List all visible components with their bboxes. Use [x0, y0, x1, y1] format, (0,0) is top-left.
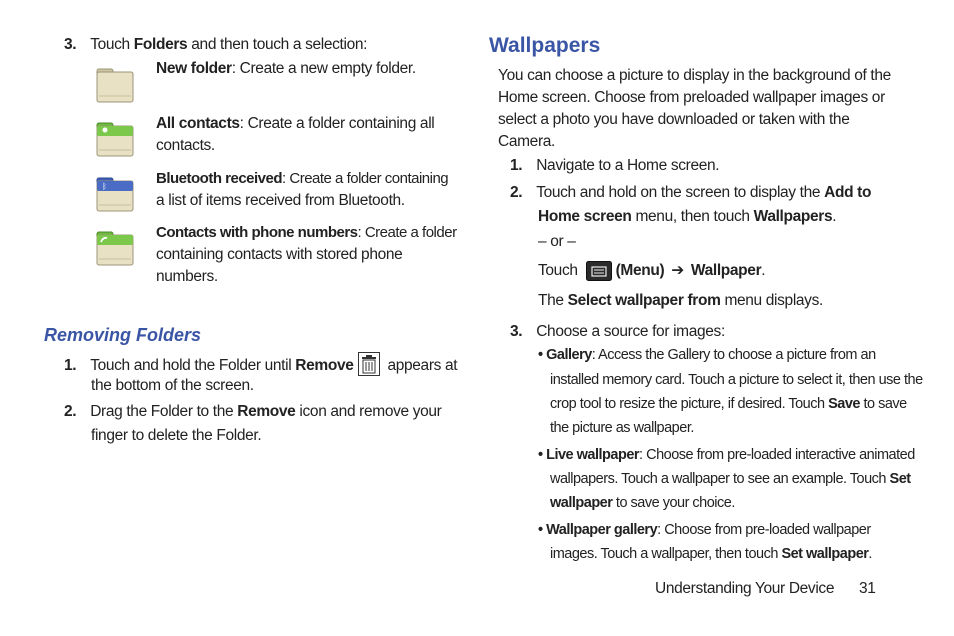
- bullet-live-wallpaper-line3: wallpaper to save your choice.: [550, 495, 735, 511]
- bluetooth-folder-icon: [96, 175, 134, 213]
- wall-step-1: 1. Navigate to a Home screen.: [510, 157, 720, 174]
- left-step-3: 3. Touch Folders and then touch a selection:: [64, 36, 368, 53]
- intro-line-2: Home screen. Choose from preloaded wallpaper images or: [498, 89, 885, 106]
- bullet-gallery-line2: installed memory card. Touch a picture to select it, then use the: [550, 372, 923, 388]
- option-all-contacts: All contacts: Create a folder containing all: [156, 115, 435, 132]
- wall-step-2-line2: Home screen menu, then touch Wallpapers.: [538, 208, 837, 225]
- option-all-contacts-line2: contacts.: [156, 137, 215, 154]
- bullet-wallpaper-gallery-line2: images. Touch a wallpaper, then touch Set wallpaper.: [550, 546, 872, 562]
- bullet-gallery-line3: crop tool to resize the picture, if desired. Touch Save to save: [550, 396, 907, 412]
- arrow-icon: ➔: [671, 262, 684, 279]
- removing-step-2-line2: finger to delete the Folder.: [91, 427, 262, 444]
- contacts-folder-icon: [96, 120, 134, 158]
- page-number: 31: [859, 580, 876, 597]
- option-contacts-phone-line3: numbers.: [156, 268, 218, 285]
- removing-step-1-line2: the bottom of the screen.: [91, 377, 254, 394]
- removing-folders-heading: Removing Folders: [44, 325, 202, 345]
- bullet-dot: •: [538, 347, 543, 363]
- option-new-folder: New folder: Create a new empty folder.: [156, 60, 416, 77]
- bullet-live-wallpaper-line2: wallpapers. Touch a wallpaper to see an example. Touch Set: [550, 471, 911, 487]
- removing-step-1: 1. Touch and hold the Folder until Remove appears at: [64, 352, 457, 376]
- wallpapers-heading: Wallpapers: [489, 34, 601, 57]
- bullet-live-wallpaper: • Live wallpaper: Choose from pre-loaded interactive animated: [538, 447, 915, 463]
- wall-step-3: 3. Choose a source for images:: [510, 323, 725, 340]
- footer-section: Understanding Your Device: [655, 580, 835, 597]
- svg-text:ᛒ: ᛒ: [102, 182, 107, 191]
- intro-line-3: select a photo you have downloaded or taken with the: [498, 111, 850, 128]
- trash-icon: [358, 352, 380, 376]
- bullet-dot: •: [538, 522, 543, 538]
- bullet-gallery: • Gallery: Access the Gallery to choose a picture from an: [538, 347, 876, 363]
- removing-step-2: 2. Drag the Folder to the Remove icon and remove your: [64, 403, 442, 420]
- or-separator: – or –: [538, 233, 576, 250]
- select-wallpaper-line: The Select wallpaper from menu displays.: [538, 292, 823, 309]
- option-contacts-phone: Contacts with phone numbers: Create a folder: [156, 224, 457, 241]
- bullet-dot: •: [538, 447, 543, 463]
- option-bluetooth-received: Bluetooth received: Create a folder containing: [156, 170, 449, 187]
- menu-icon: [586, 261, 612, 281]
- intro-line-4: Camera.: [498, 133, 555, 150]
- wall-step-2: 2. Touch and hold on the screen to display the Add to: [510, 184, 872, 201]
- option-bluetooth-received-line2: a list of items received from Bluetooth.: [156, 192, 405, 209]
- bullet-gallery-line4: the picture as wallpaper.: [550, 420, 694, 436]
- folder-icon: [96, 66, 134, 104]
- option-contacts-phone-line2: containing contacts with stored phone: [156, 246, 403, 263]
- phone-folder-icon: [96, 229, 134, 267]
- intro-line-1: You can choose a picture to display in the background of the: [498, 67, 891, 84]
- bullet-wallpaper-gallery: • Wallpaper gallery: Choose from pre-loaded wallpaper: [538, 522, 871, 538]
- touch-menu-line: Touch (Menu) ➔ Wallpaper.: [538, 262, 766, 279]
